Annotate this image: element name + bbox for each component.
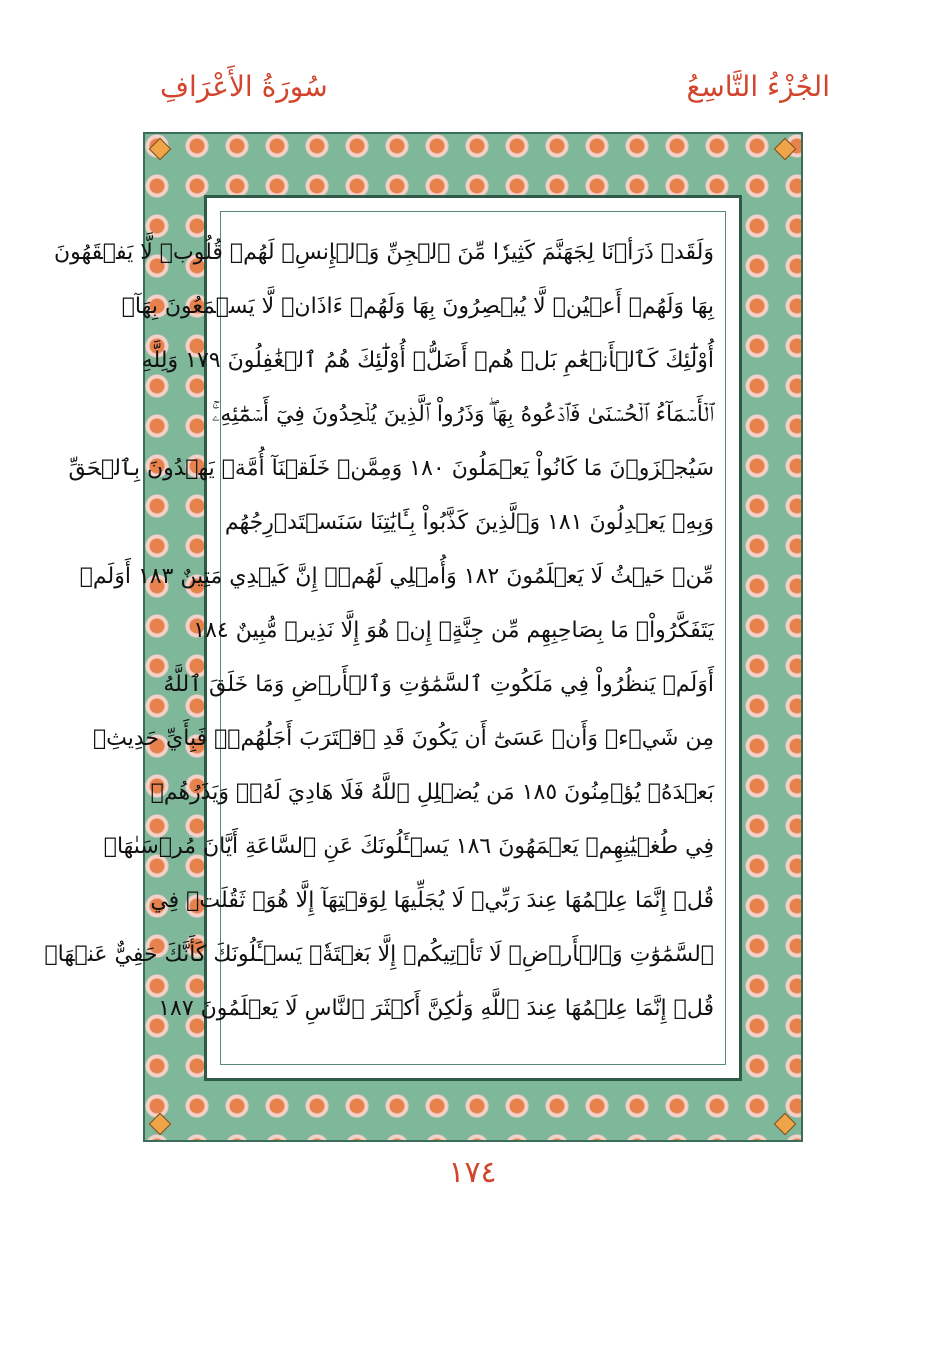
- verse-line: قُلۡ إِنَّمَا عِلۡمُهَا عِندَ ٱللَّهِ وَلَٰكِنَّ أَكۡثَرَ ٱلنَّاسِ لَا يَعۡلَمُونَ ١٨٧: [158, 996, 714, 1021]
- verse-line: مِّنۡ حَيۡثُ لَا يَعۡلَمُونَ ١٨٢ وَأُمۡلِي لَهُمۡۚ إِنَّ كَيۡدِي مَتِينٌ ١٨٣ أَوَلَمۡ: [79, 564, 714, 589]
- verse-line: ٱلسَّمَٰوَٰتِ وَٱلۡأَرۡضِۚ لَا تَأۡتِيكُمۡ إِلَّا بَغۡتَةٗۗ يَسۡـَٔلُونَكَ كَأَنَّكَ حَفِيٌّ عَنۡهَاۖ: [44, 942, 714, 967]
- verse-line: يَتَفَكَّرُواْۗ مَا بِصَاحِبِهِم مِّن جِنَّةٍۚ إِنۡ هُوَ إِلَّا نَذِيرٞ مُّبِينٌ ١٨٤: [193, 618, 714, 643]
- verse-line: مِن شَيۡءٖ وَأَنۡ عَسَىٰٓ أَن يَكُونَ قَدِ ٱقۡتَرَبَ أَجَلُهُمۡۖ فَبِأَيِّ حَدِيثِۭ: [92, 726, 714, 751]
- juz-title: الجُزْءُ التَّاسِعُ: [686, 70, 830, 103]
- verse-line: ٱلۡأَسۡمَآءُ ٱلۡحُسۡنَىٰ فَٱدۡعُوهُ بِهَاۖ وَذَرُواْ ٱلَّذِينَ يُلۡحِدُونَ فِيٓ أَسۡمَٰٓئِهِۦۚ: [212, 402, 714, 427]
- verse-line: بَعۡدَهُۥ يُؤۡمِنُونَ ١٨٥ مَن يُضۡلِلِ ٱللَّهُ فَلَا هَادِيَ لَهُۥۚ وَيَذَرُهُمۡ: [150, 780, 714, 805]
- verse-line: فِي طُغۡيَٰنِهِمۡ يَعۡمَهُونَ ١٨٦ يَسۡـَٔلُونَكَ عَنِ ٱلسَّاعَةِ أَيَّانَ مُرۡسَىٰهَاۖ: [103, 834, 714, 859]
- verse-line: وَلَقَدۡ ذَرَأۡنَا لِجَهَنَّمَ كَثِيرٗا مِّنَ ٱلۡجِنِّ وَٱلۡإِنسِۖ لَهُمۡ قُلُوبٞ لَّا يَفۡقَهُونَ: [54, 240, 714, 265]
- page-number: ١٧٤: [448, 1155, 497, 1190]
- surah-title: سُورَةُ الأَعْرَافِ: [160, 70, 328, 103]
- verse-line: قُلۡ إِنَّمَا عِلۡمُهَا عِندَ رَبِّيۖ لَا يُجَلِّيهَا لِوَقۡتِهَآ إِلَّا هُوَۚ ثَقُلَتۡ فِي: [150, 888, 714, 913]
- verse-line: وَبِهِۦ يَعۡدِلُونَ ١٨١ وَٱلَّذِينَ كَذَّبُواْ بِـَٔايَٰتِنَا سَنَسۡتَدۡرِجُهُم: [224, 510, 714, 535]
- verse-line: سَيُجۡزَوۡنَ مَا كَانُواْ يَعۡمَلُونَ ١٨٠ وَمِمَّنۡ خَلَقۡنَآ أُمَّةٞ يَهۡدُونَ بِٱلۡحَقِّ: [68, 456, 714, 481]
- verse-line: أُوْلَٰٓئِكَ كَٱلۡأَنۡعَٰمِ بَلۡ هُمۡ أَضَلُّۚ أُوْلَٰٓئِكَ هُمُ ٱلۡغَٰفِلُونَ ١٧٩ وَلِلَّهِ: [141, 348, 714, 373]
- verse-line: بِهَا وَلَهُمۡ أَعۡيُنٞ لَّا يُبۡصِرُونَ بِهَا وَلَهُمۡ ءَاذَانٞ لَّا يَسۡمَعُونَ بِهَآۚ: [121, 294, 714, 319]
- verse-line: أَوَلَمۡ يَنظُرُواْ فِي مَلَكُوتِ ٱلسَّمَٰوَٰتِ وَٱلۡأَرۡضِ وَمَا خَلَقَ ٱللَّهُ: [163, 672, 714, 697]
